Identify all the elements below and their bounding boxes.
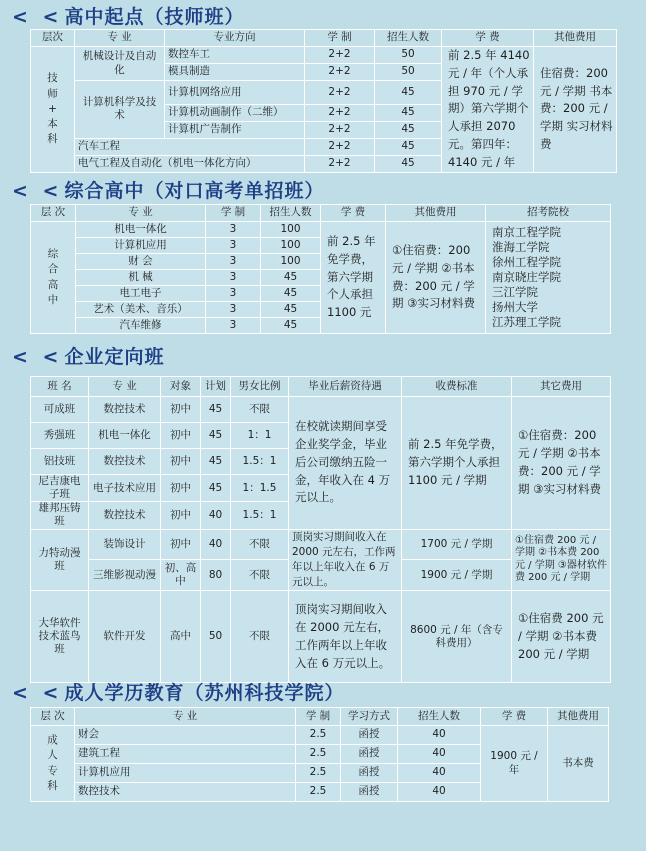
- header-tuition: 学 费: [321, 205, 386, 222]
- other-fee-cell: 书本费: [548, 726, 609, 802]
- duration-cell: 3: [206, 302, 261, 318]
- mode-cell: 函授: [341, 783, 398, 802]
- plan-cell: 45: [201, 475, 231, 502]
- level-cell: 技 师 + 本 科: [31, 47, 75, 173]
- major-cell: 建筑工程: [75, 745, 296, 764]
- class-name-cell: 秀强班: [31, 423, 89, 449]
- header-duration: 学 制: [206, 205, 261, 222]
- major-cell: 计算机应用: [76, 238, 206, 254]
- target-cell: 初、高中: [161, 560, 201, 591]
- major-cell: 汽车工程: [75, 138, 305, 155]
- plan-cell: 40: [201, 529, 231, 560]
- major-cell: 电气工程及自动化（机电一体化方向）: [75, 155, 305, 172]
- plan-cell: 80: [201, 560, 231, 591]
- double-chevron-icon: < <: [12, 180, 63, 202]
- enroll-cell: 45: [261, 302, 321, 318]
- level-cell: 成 人 专 科: [31, 726, 75, 802]
- target-cell: 初中: [161, 502, 201, 529]
- enroll-cell: 40: [398, 764, 481, 783]
- salary-cell: 在校就读期间享受企业奖学金，毕业后公司缴纳五险一金，年收入在 4 万元以上。: [289, 397, 402, 530]
- major-cell: 计算机科学及技术: [75, 81, 165, 139]
- major-cell: 电子技术应用: [89, 475, 161, 502]
- duration-cell: 3: [206, 270, 261, 286]
- header-target: 对象: [161, 377, 201, 397]
- enroll-cell: 45: [375, 121, 442, 138]
- major-cell: 财会: [75, 726, 296, 745]
- header-enroll: 招生人数: [261, 205, 321, 222]
- enroll-cell: 45: [375, 138, 442, 155]
- enroll-cell: 45: [375, 81, 442, 105]
- major-cell: 软件开发: [89, 591, 161, 683]
- table-row: [31, 397, 611, 423]
- enroll-cell: 40: [398, 783, 481, 802]
- double-chevron-icon: < <: [12, 682, 63, 704]
- tuition-cell: 1900 元 / 年: [481, 726, 548, 802]
- major-cell: 计算机应用: [75, 764, 296, 783]
- duration-cell: 2+2: [305, 138, 375, 155]
- fee-cell: 1900 元 / 学期: [402, 560, 512, 591]
- ratio-cell: 1：1.5: [231, 475, 289, 502]
- duration-cell: 2.5: [296, 783, 341, 802]
- other-fee-cell: ①住宿费：200 元 / 学期 ②书本费：200 元 / 学期 ③实习材料费: [512, 397, 611, 530]
- mode-cell: 函授: [341, 726, 398, 745]
- direction-cell: 计算机广告制作: [165, 121, 305, 138]
- comprehensive-table: [30, 204, 611, 334]
- college-item: 南京晓庄学院: [492, 270, 561, 285]
- header-major: 专 业: [75, 708, 296, 726]
- header-level: 层 次: [31, 205, 76, 222]
- header-major: 专 业: [89, 377, 161, 397]
- class-name-cell: 铝技班: [31, 449, 89, 475]
- duration-cell: 2+2: [305, 64, 375, 81]
- adult-education-table: [30, 707, 609, 802]
- section-title-adult-education: < < 成人学历教育（苏州科技学院）: [12, 682, 345, 704]
- plan-cell: 40: [201, 502, 231, 529]
- ratio-cell: 1.5：1: [231, 449, 289, 475]
- target-cell: 高中: [161, 591, 201, 683]
- header-other: 其它费用: [512, 377, 611, 397]
- major-cell: 机械设计及自动化: [75, 47, 165, 81]
- enroll-cell: 45: [375, 104, 442, 121]
- header-other: 其他费用: [534, 30, 617, 47]
- enroll-cell: 100: [261, 222, 321, 238]
- table-row: [31, 591, 611, 683]
- duration-cell: 2.5: [296, 764, 341, 783]
- header-enroll: 招生人数: [398, 708, 481, 726]
- other-fee-cell: ①住宿费 200 元 / 学期 ②书本费 200 元 / 学期: [512, 591, 611, 683]
- ratio-cell: 1.5：1: [231, 502, 289, 529]
- double-chevron-icon: < <: [12, 346, 63, 368]
- section-title-comprehensive: < < 综合高中（对口高考单招班）: [12, 180, 325, 202]
- duration-cell: 3: [206, 222, 261, 238]
- ratio-cell: 不限: [231, 397, 289, 423]
- major-cell: 机 械: [76, 270, 206, 286]
- target-cell: 初中: [161, 449, 201, 475]
- enroll-cell: 100: [261, 254, 321, 270]
- duration-cell: 3: [206, 254, 261, 270]
- header-level: 层 次: [31, 708, 75, 726]
- major-cell: 艺术（美术、音乐）: [76, 302, 206, 318]
- plan-cell: 45: [201, 397, 231, 423]
- major-cell: 财 会: [76, 254, 206, 270]
- header-other: 其他费用: [548, 708, 609, 726]
- enroll-cell: 50: [375, 64, 442, 81]
- duration-cell: 3: [206, 238, 261, 254]
- table-row: [31, 726, 609, 745]
- header-tuition: 学 费: [442, 30, 534, 47]
- enroll-cell: 45: [261, 286, 321, 302]
- header-direction: 专业方向: [165, 30, 305, 47]
- other-fee-cell: ①住宿费 200 元 / 学期 ②书本费 200 元 / 学期 ③器材软件费 200 元 / 学期: [512, 529, 611, 591]
- ratio-cell: 不限: [231, 591, 289, 683]
- header-major: 专 业: [75, 30, 165, 47]
- direction-cell: 数控车工: [165, 47, 305, 64]
- duration-cell: 2+2: [305, 104, 375, 121]
- colleges-cell: [486, 222, 611, 334]
- ratio-cell: 不限: [231, 529, 289, 560]
- header-enroll: 招生人数: [375, 30, 442, 47]
- enroll-cell: 50: [375, 47, 442, 64]
- major-cell: 机电一体化: [89, 423, 161, 449]
- technician-table: [30, 29, 617, 173]
- double-chevron-icon: < <: [12, 6, 63, 28]
- ratio-cell: 1：1: [231, 423, 289, 449]
- duration-cell: 2+2: [305, 47, 375, 64]
- college-item: 淮海工学院: [492, 240, 550, 255]
- salary-cell: 顶岗实习期间收入在 2000 元左右，工作两年以上年收入在 6 万元以上。: [289, 591, 402, 683]
- enroll-cell: 45: [261, 318, 321, 334]
- duration-cell: 2+2: [305, 81, 375, 105]
- enroll-cell: 40: [398, 726, 481, 745]
- header-class-name: 班 名: [31, 377, 89, 397]
- enroll-cell: 40: [398, 745, 481, 764]
- college-item: 三江学院: [492, 284, 538, 299]
- fee-cell: 1700 元 / 学期: [402, 529, 512, 560]
- college-item: 南京工程学院: [492, 225, 561, 240]
- class-name-cell: 尼吉康电子班: [31, 475, 89, 502]
- duration-cell: 3: [206, 286, 261, 302]
- major-cell: 机电一体化: [76, 222, 206, 238]
- target-cell: 初中: [161, 529, 201, 560]
- major-cell: 数控技术: [75, 783, 296, 802]
- target-cell: 初中: [161, 423, 201, 449]
- duration-cell: 2.5: [296, 745, 341, 764]
- major-cell: 装饰设计: [89, 529, 161, 560]
- table-row: [31, 47, 617, 64]
- mode-cell: 函授: [341, 745, 398, 764]
- class-name-cell: 可成班: [31, 397, 89, 423]
- major-cell: 数控技术: [89, 502, 161, 529]
- table-row: [31, 529, 611, 560]
- ratio-cell: 不限: [231, 560, 289, 591]
- college-item: 江苏理工学院: [492, 314, 561, 329]
- tuition-cell: 前 2.5 年免学费，第六学期个人承担 1100 元: [321, 222, 386, 334]
- other-fee-cell: 住宿费：200 元 / 学期 书本费：200 元 / 学期 实习材料费: [534, 47, 617, 173]
- major-cell: 汽车维修: [76, 318, 206, 334]
- plan-cell: 45: [201, 449, 231, 475]
- college-item: 扬州大学: [492, 299, 538, 314]
- header-fee: 收费标准: [402, 377, 512, 397]
- header-major: 专 业: [76, 205, 206, 222]
- major-cell: 三维影视动漫: [89, 560, 161, 591]
- header-level: 层次: [31, 30, 75, 47]
- enroll-cell: 45: [375, 155, 442, 172]
- plan-cell: 45: [201, 423, 231, 449]
- class-name-cell: 力特动漫班: [31, 529, 89, 591]
- direction-cell: 计算机网络应用: [165, 81, 305, 105]
- fee-cell: 8600 元 / 年（含专科费用）: [402, 591, 512, 683]
- duration-cell: 2+2: [305, 155, 375, 172]
- header-duration: 学 制: [296, 708, 341, 726]
- class-name-cell: 雄邦压铸班: [31, 502, 89, 529]
- header-other: 其他费用: [386, 205, 486, 222]
- major-cell: 数控技术: [89, 397, 161, 423]
- header-duration: 学 制: [305, 30, 375, 47]
- major-cell: 电工电子: [76, 286, 206, 302]
- section-title-technician: < < 高中起点（技师班）: [12, 6, 245, 28]
- college-item: 徐州工程学院: [492, 255, 561, 270]
- tuition-cell: 前 2.5 年 4140 元 / 年（个人承担 970 元 / 学期）第六学期个人承担 2070 元。第四年：4140 元 / 年: [442, 47, 534, 173]
- duration-cell: 2.5: [296, 726, 341, 745]
- header-ratio: 男女比例: [231, 377, 289, 397]
- enroll-cell: 45: [261, 270, 321, 286]
- other-fee-cell: ①住宿费：200 元 / 学期 ②书本费：200 元 / 学期 ③实习材料费: [386, 222, 486, 334]
- plan-cell: 50: [201, 591, 231, 683]
- duration-cell: 3: [206, 318, 261, 334]
- target-cell: 初中: [161, 475, 201, 502]
- direction-cell: 模具制造: [165, 64, 305, 81]
- mode-cell: 函授: [341, 764, 398, 783]
- enterprise-table: [30, 376, 611, 683]
- header-colleges: 招考院校: [486, 205, 611, 222]
- header-salary: 毕业后薪资待遇: [289, 377, 402, 397]
- fee-cell: 前 2.5 年免学费，第六学期个人承担 1100 元 / 学期: [402, 397, 512, 530]
- enroll-cell: 100: [261, 238, 321, 254]
- table-row: [31, 222, 611, 238]
- major-cell: 数控技术: [89, 449, 161, 475]
- duration-cell: 2+2: [305, 121, 375, 138]
- direction-cell: 计算机动画制作（二维）: [165, 104, 305, 121]
- target-cell: 初中: [161, 397, 201, 423]
- section-title-enterprise: < < 企业定向班: [12, 346, 165, 368]
- header-tuition: 学 费: [481, 708, 548, 726]
- salary-cell: 顶岗实习期间收入在 2000 元左右，工作两年以上年收入在 6 万元以上。: [289, 529, 402, 591]
- header-mode: 学习方式: [341, 708, 398, 726]
- class-name-cell: 大华软件技术蓝鸟班: [31, 591, 89, 683]
- level-cell: 综 合 高 中: [31, 222, 76, 334]
- header-plan: 计划: [201, 377, 231, 397]
